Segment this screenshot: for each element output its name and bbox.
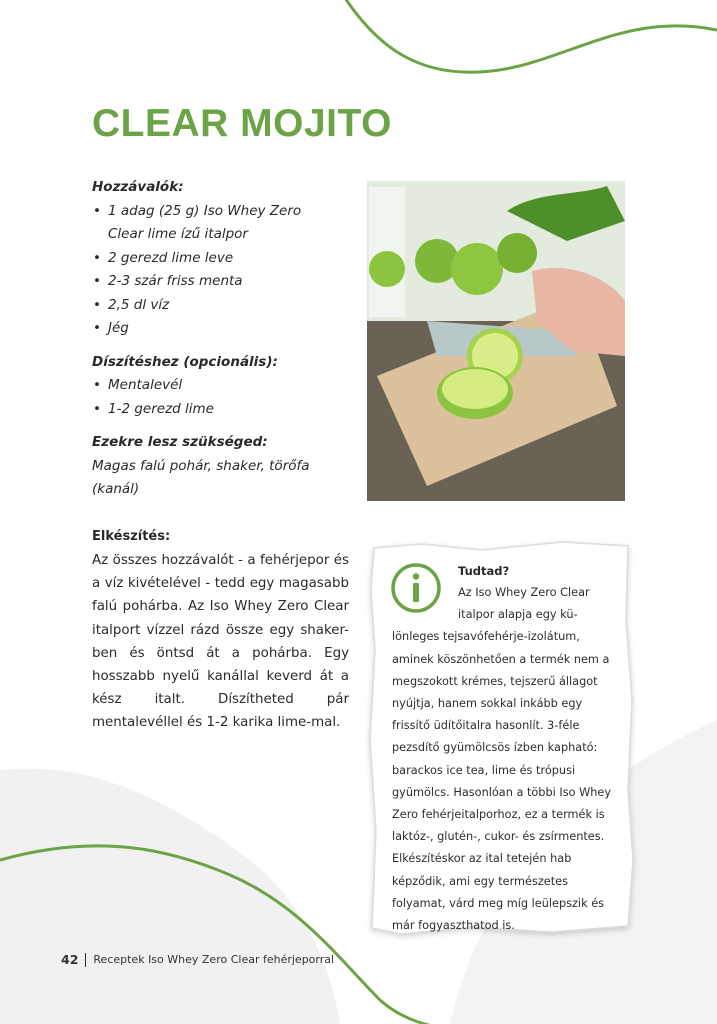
top-green-wave [345, 0, 717, 72]
decoration-heading: Díszítéshez (opcionális): [92, 353, 278, 370]
note-body: lönleges tejsavófehérje-izolátum, aminek köszönhetően a termék nem a megszokott krémes, tejszerű állagot nyújtja, hanem sokkal inkább egy frissítő üdítőitalra hasonlít. 3-féle pezsdítő gyümölcsös ízben kapható: barackos ice tea, lime és trópusi gyümölcs. Hasonlóan a többi Iso Whey Zero fehérjeitalporhoz, ez a termék is laktóz-, glutén-, cukor- és zsírmentes. Elkészítéskor az ital tetején hab képződik, ami egy természetes folyamat, várd meg míg leülepszik és már fogyaszthatod is. [392, 630, 612, 933]
footer-text: Receptek Iso Whey Zero Clear fehérjeporral [93, 953, 335, 966]
list-item: • 2 gerezd lime leve [92, 247, 357, 271]
equipment-heading: Ezekre lesz szükséged: [92, 434, 268, 450]
ingredient-line-cont: Clear lime ízű italpor [108, 226, 248, 242]
page-footer [61, 953, 334, 967]
note-line: Az Iso Whey Zero Clear [458, 586, 590, 599]
ingredients-list [92, 200, 357, 341]
equipment-line-cont: (kanál) [92, 481, 140, 497]
ingredients-section [92, 176, 357, 502]
note-text-block [392, 582, 622, 937]
gray-swoosh-left [0, 768, 340, 1024]
note-title: Tudtad? [458, 564, 510, 578]
ingredient-line: 1 adag (25 g) Iso Whey Zero [108, 202, 302, 219]
list-item: • 1-2 gerezd lime [92, 398, 357, 422]
recipe-photo [367, 181, 625, 501]
list-item: • Jég [92, 317, 357, 341]
equipment-text [92, 455, 357, 502]
page-number: 42 [61, 952, 79, 967]
decoration-list [92, 374, 357, 421]
list-item [92, 200, 357, 247]
list-item: • 2-3 szár friss menta [92, 270, 357, 294]
ingredients-heading: Hozzávalók: [92, 179, 184, 195]
list-item: • 2,5 dl víz [92, 294, 357, 318]
note-line: italpor alapja egy kü- [458, 608, 578, 622]
preparation-text: Az összes hozzávalót - a fehérjepor és a víz kivételével - tedd egy magasabb falú pohárba. Az Iso Whey Zero Clear italport vízzel rázd össze egy shaker-ben és öntsd át a pohárba. Egy hosszabb nyelű kanállal keverd át a kész italt. Díszítheted pár mentalevéllel és 1-2 karika lime-mal. [92, 553, 349, 731]
equipment-line: Magas falú pohár, shaker, törőfa [92, 457, 310, 474]
page-title: CLEAR MOJITO [92, 102, 392, 145]
list-item: • Mentalevél [92, 374, 357, 398]
preparation-section [92, 527, 349, 735]
preparation-heading: Elkészítés: [92, 529, 171, 544]
did-you-know-note [362, 530, 640, 942]
footer-divider [85, 953, 86, 967]
